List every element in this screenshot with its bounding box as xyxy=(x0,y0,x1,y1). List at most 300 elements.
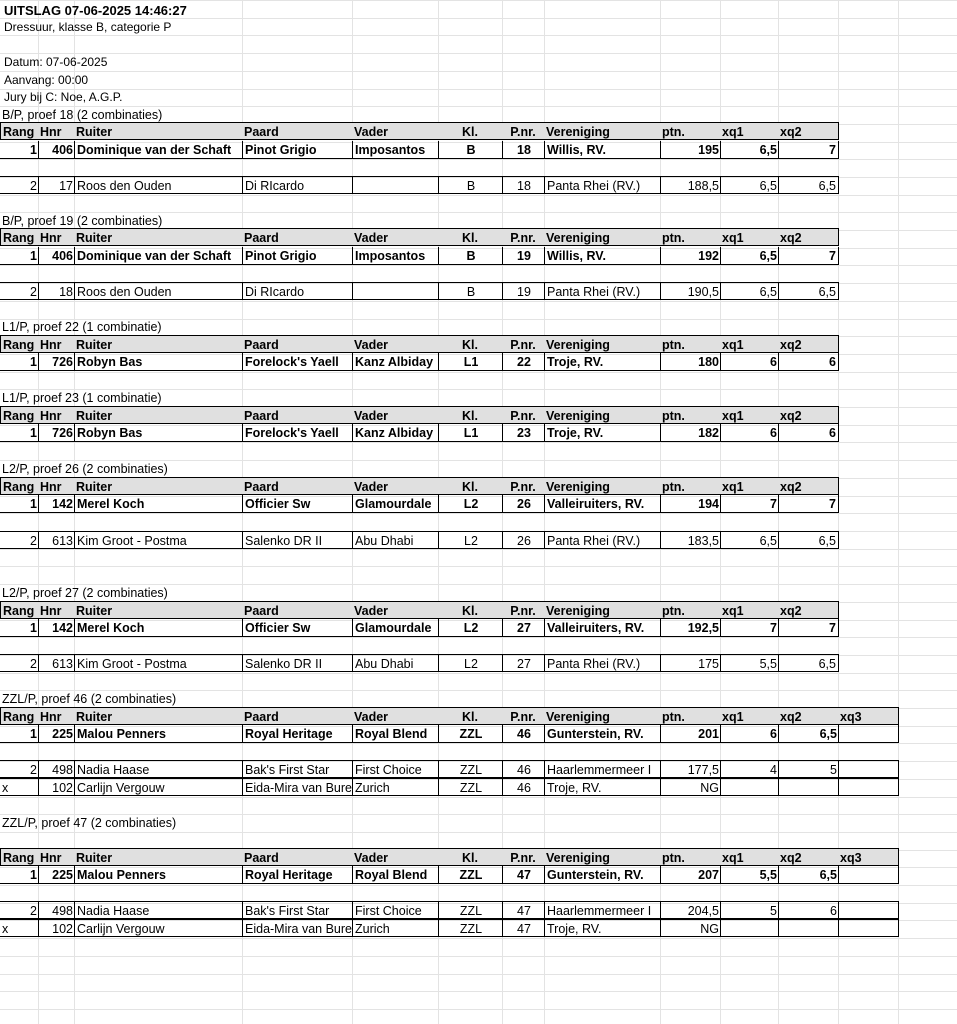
gridline-horizontal xyxy=(0,566,957,567)
cell-xq2[interactable]: 6,5 xyxy=(778,176,839,194)
header-ptn: ptn. xyxy=(660,848,721,866)
header-rang: Rang xyxy=(0,335,39,353)
gridline-horizontal xyxy=(0,673,957,674)
header-ptn: ptn. xyxy=(660,477,721,495)
cell-xq2[interactable]: 7 xyxy=(778,247,839,265)
cell-ruiter[interactable]: Kim Groot - Postma xyxy=(74,654,243,672)
header-ruiter: Ruiter xyxy=(74,122,243,140)
cell-paard[interactable]: Salenko DR II xyxy=(242,654,353,672)
cell-rang[interactable]: 1 xyxy=(0,866,39,884)
cell-pnr[interactable]: 22 xyxy=(502,353,545,371)
cell-hnr[interactable]: 142 xyxy=(38,495,75,513)
cell-kl[interactable]: L2 xyxy=(438,495,503,513)
cell-vereniging[interactable]: Troje, RV. xyxy=(544,919,661,937)
cell-rang[interactable]: 2 xyxy=(0,654,39,672)
cell-pnr[interactable]: 27 xyxy=(502,619,545,637)
cell-kl[interactable]: L1 xyxy=(438,353,503,371)
section-title: B/P, proef 19 (2 combinaties) xyxy=(2,214,163,228)
cell-vereniging[interactable]: Valleiruiters, RV. xyxy=(544,619,661,637)
info-date: Datum: 07-06-2025 xyxy=(4,55,108,69)
cell-vereniging[interactable]: Troje, RV. xyxy=(544,424,661,442)
cell-xq2[interactable]: 7 xyxy=(778,495,839,513)
header-pnr: P.nr. xyxy=(502,122,545,140)
cell-vader[interactable]: Abu Dhabi xyxy=(352,531,439,549)
cell-xq2[interactable]: 6 xyxy=(778,901,839,919)
cell-xq3[interactable] xyxy=(838,866,899,884)
gridline-horizontal xyxy=(0,53,957,54)
cell-hnr[interactable]: 613 xyxy=(38,654,75,672)
cell-hnr[interactable]: 406 xyxy=(38,247,75,265)
cell-rang[interactable]: 2 xyxy=(0,531,39,549)
cell-rang[interactable]: 1 xyxy=(0,495,39,513)
header-hnr: Hnr xyxy=(38,601,75,619)
cell-ruiter[interactable]: Roos den Ouden xyxy=(74,176,243,194)
header-ruiter: Ruiter xyxy=(74,707,243,725)
section-title: ZZL/P, proef 46 (2 combinaties) xyxy=(2,692,177,706)
gridline-horizontal xyxy=(0,885,957,886)
cell-xq2[interactable]: 6,5 xyxy=(778,282,839,300)
cell-xq1[interactable]: 5 xyxy=(720,901,779,919)
cell-ptn[interactable]: 207 xyxy=(660,866,721,884)
header-vereniging: Vereniging xyxy=(544,335,661,353)
header-xq1: xq1 xyxy=(720,477,779,495)
cell-hnr[interactable]: 225 xyxy=(38,725,75,743)
header-hnr: Hnr xyxy=(38,848,75,866)
header-rang: Rang xyxy=(0,228,39,246)
cell-vereniging[interactable]: Troje, RV. xyxy=(544,778,661,796)
cell-xq3[interactable] xyxy=(838,919,899,937)
cell-rang[interactable]: x xyxy=(0,778,39,796)
header-vader: Vader xyxy=(352,707,439,725)
cell-vereniging[interactable]: Haarlemmermeer I xyxy=(544,760,661,778)
header-paard: Paard xyxy=(242,707,353,725)
header-paard: Paard xyxy=(242,601,353,619)
header-hnr: Hnr xyxy=(38,228,75,246)
cell-ruiter[interactable]: Nadia Haase xyxy=(74,760,243,778)
cell-hnr[interactable]: 142 xyxy=(38,619,75,637)
cell-kl[interactable]: ZZL xyxy=(438,725,503,743)
cell-hnr[interactable]: 225 xyxy=(38,866,75,884)
header-paard: Paard xyxy=(242,228,353,246)
cell-xq1[interactable]: 6,5 xyxy=(720,141,779,159)
section-title: L2/P, proef 26 (2 combinaties) xyxy=(2,462,168,476)
header-vereniging: Vereniging xyxy=(544,228,661,246)
cell-xq3[interactable] xyxy=(838,725,899,743)
cell-rang[interactable]: 1 xyxy=(0,424,39,442)
header-vader: Vader xyxy=(352,122,439,140)
cell-kl[interactable]: ZZL xyxy=(438,866,503,884)
cell-xq1[interactable]: 4 xyxy=(720,760,779,778)
header-kl: Kl. xyxy=(438,477,503,495)
cell-paard[interactable]: Bak's First Star xyxy=(242,760,353,778)
cell-hnr[interactable]: 613 xyxy=(38,531,75,549)
cell-paard[interactable]: Salenko DR II xyxy=(242,531,353,549)
cell-pnr[interactable]: 46 xyxy=(502,725,545,743)
cell-xq2[interactable] xyxy=(778,919,839,937)
cell-ptn[interactable]: 175 xyxy=(660,654,721,672)
cell-xq3[interactable] xyxy=(838,778,899,796)
cell-kl[interactable]: B xyxy=(438,282,503,300)
header-vader: Vader xyxy=(352,848,439,866)
cell-ruiter[interactable]: Robyn Bas xyxy=(74,424,243,442)
header-vereniging: Vereniging xyxy=(544,477,661,495)
cell-rang[interactable]: x xyxy=(0,919,39,937)
cell-kl[interactable]: L2 xyxy=(438,619,503,637)
cell-ptn[interactable]: 192 xyxy=(660,247,721,265)
gridline-horizontal xyxy=(0,637,957,638)
cell-xq1[interactable] xyxy=(720,778,779,796)
cell-vader[interactable]: Imposantos xyxy=(352,247,439,265)
cell-rang[interactable]: 1 xyxy=(0,353,39,371)
cell-paard[interactable]: Officier Sw xyxy=(242,495,353,513)
header-xq1: xq1 xyxy=(720,601,779,619)
header-ptn: ptn. xyxy=(660,335,721,353)
header-hnr: Hnr xyxy=(38,406,75,424)
cell-rang[interactable]: 1 xyxy=(0,247,39,265)
gridline-horizontal xyxy=(0,89,957,90)
cell-paard[interactable]: Di RIcardo xyxy=(242,282,353,300)
cell-vader[interactable]: Royal Blend xyxy=(352,725,439,743)
cell-paard[interactable]: Forelock's Yaell xyxy=(242,353,353,371)
cell-xq2[interactable]: 5 xyxy=(778,760,839,778)
gridline-horizontal xyxy=(0,991,957,992)
cell-xq3[interactable] xyxy=(838,760,899,778)
header-rang: Rang xyxy=(0,122,39,140)
cell-ptn[interactable]: 204,5 xyxy=(660,901,721,919)
report-subtitle: Dressuur, klasse B, categorie P xyxy=(4,20,172,34)
info-jury: Jury bij C: Noe, A.G.P. xyxy=(4,90,123,104)
cell-ruiter[interactable]: Dominique van der Schaft xyxy=(74,141,243,159)
cell-kl[interactable]: ZZL xyxy=(438,901,503,919)
cell-xq1[interactable]: 6 xyxy=(720,353,779,371)
header-pnr: P.nr. xyxy=(502,406,545,424)
cell-vader[interactable]: First Choice xyxy=(352,760,439,778)
cell-paard[interactable]: Pinot Grigio xyxy=(242,247,353,265)
cell-pnr[interactable]: 47 xyxy=(502,919,545,937)
cell-ptn[interactable]: 183,5 xyxy=(660,531,721,549)
cell-ptn[interactable]: NG xyxy=(660,919,721,937)
header-xq1: xq1 xyxy=(720,122,779,140)
header-kl: Kl. xyxy=(438,848,503,866)
cell-ptn[interactable]: 192,5 xyxy=(660,619,721,637)
gridline-horizontal xyxy=(0,301,957,302)
cell-hnr[interactable]: 726 xyxy=(38,353,75,371)
cell-kl[interactable]: B xyxy=(438,176,503,194)
cell-pnr[interactable]: 26 xyxy=(502,531,545,549)
cell-vader[interactable]: Kanz Albiday xyxy=(352,424,439,442)
cell-ruiter[interactable]: Kim Groot - Postma xyxy=(74,531,243,549)
cell-xq1[interactable]: 6,5 xyxy=(720,531,779,549)
cell-xq2[interactable]: 6 xyxy=(778,353,839,371)
cell-ptn[interactable]: 195 xyxy=(660,141,721,159)
cell-paard[interactable]: Officier Sw xyxy=(242,619,353,637)
header-pnr: P.nr. xyxy=(502,848,545,866)
cell-kl[interactable]: ZZL xyxy=(438,919,503,937)
cell-xq1[interactable]: 6 xyxy=(720,725,779,743)
header-paard: Paard xyxy=(242,848,353,866)
header-xq2: xq2 xyxy=(778,707,839,725)
cell-kl[interactable]: ZZL xyxy=(438,760,503,778)
cell-xq1[interactable]: 6,5 xyxy=(720,282,779,300)
cell-xq1[interactable] xyxy=(720,919,779,937)
header-rang: Rang xyxy=(0,601,39,619)
header-paard: Paard xyxy=(242,406,353,424)
cell-paard[interactable]: Royal Heritage xyxy=(242,866,353,884)
cell-xq1[interactable]: 6,5 xyxy=(720,176,779,194)
gridline-horizontal xyxy=(0,195,957,196)
header-xq2: xq2 xyxy=(778,335,839,353)
cell-ruiter[interactable]: Roos den Ouden xyxy=(74,282,243,300)
header-pnr: P.nr. xyxy=(502,601,545,619)
cell-paard[interactable]: Bak's First Star xyxy=(242,901,353,919)
header-vader: Vader xyxy=(352,406,439,424)
cell-ruiter[interactable]: Nadia Haase xyxy=(74,901,243,919)
header-ruiter: Ruiter xyxy=(74,406,243,424)
gridline-horizontal xyxy=(0,549,957,550)
cell-ptn[interactable]: 188,5 xyxy=(660,176,721,194)
header-xq2: xq2 xyxy=(778,477,839,495)
section-title: L2/P, proef 27 (2 combinaties) xyxy=(2,586,168,600)
cell-xq1[interactable]: 7 xyxy=(720,495,779,513)
cell-ptn[interactable]: 177,5 xyxy=(660,760,721,778)
cell-vereniging[interactable]: Gunterstein, RV. xyxy=(544,866,661,884)
header-kl: Kl. xyxy=(438,707,503,725)
cell-ruiter[interactable]: Dominique van der Schaft xyxy=(74,247,243,265)
header-rang: Rang xyxy=(0,848,39,866)
header-hnr: Hnr xyxy=(38,477,75,495)
cell-hnr[interactable]: 498 xyxy=(38,901,75,919)
header-rang: Rang xyxy=(0,707,39,725)
gridline-horizontal xyxy=(0,974,957,975)
header-xq1: xq1 xyxy=(720,228,779,246)
cell-hnr[interactable]: 18 xyxy=(38,282,75,300)
header-kl: Kl. xyxy=(438,601,503,619)
section-title: L1/P, proef 22 (1 combinatie) xyxy=(2,320,162,334)
cell-vereniging[interactable]: Panta Rhei (RV.) xyxy=(544,654,661,672)
cell-hnr[interactable]: 17 xyxy=(38,176,75,194)
cell-pnr[interactable]: 47 xyxy=(502,901,545,919)
cell-ruiter[interactable]: Malou Penners xyxy=(74,725,243,743)
cell-vereniging[interactable]: Gunterstein, RV. xyxy=(544,725,661,743)
cell-pnr[interactable]: 18 xyxy=(502,141,545,159)
header-xq1: xq1 xyxy=(720,406,779,424)
cell-ptn[interactable]: 182 xyxy=(660,424,721,442)
cell-paard[interactable]: Di RIcardo xyxy=(242,176,353,194)
cell-ptn[interactable]: 194 xyxy=(660,495,721,513)
cell-vader[interactable]: Abu Dhabi xyxy=(352,654,439,672)
cell-ptn[interactable]: NG xyxy=(660,778,721,796)
cell-ruiter[interactable]: Merel Koch xyxy=(74,495,243,513)
header-hnr: Hnr xyxy=(38,335,75,353)
cell-ptn[interactable]: 201 xyxy=(660,725,721,743)
header-kl: Kl. xyxy=(438,228,503,246)
cell-pnr[interactable]: 23 xyxy=(502,424,545,442)
header-vader: Vader xyxy=(352,601,439,619)
cell-vader[interactable]: Imposantos xyxy=(352,141,439,159)
cell-pnr[interactable]: 19 xyxy=(502,247,545,265)
cell-xq2[interactable] xyxy=(778,778,839,796)
cell-vader[interactable] xyxy=(352,176,439,194)
cell-xq2[interactable]: 7 xyxy=(778,619,839,637)
header-vader: Vader xyxy=(352,335,439,353)
cell-kl[interactable]: B xyxy=(438,141,503,159)
cell-paard[interactable]: Royal Heritage xyxy=(242,725,353,743)
cell-xq2[interactable]: 6,5 xyxy=(778,654,839,672)
header-ruiter: Ruiter xyxy=(74,848,243,866)
cell-paard[interactable]: Eida-Mira van Bure xyxy=(242,778,353,796)
cell-vereniging[interactable]: Panta Rhei (RV.) xyxy=(544,282,661,300)
cell-pnr[interactable]: 46 xyxy=(502,778,545,796)
gridline-horizontal xyxy=(0,442,957,443)
cell-vader[interactable]: Royal Blend xyxy=(352,866,439,884)
cell-paard[interactable]: Forelock's Yaell xyxy=(242,424,353,442)
header-rang: Rang xyxy=(0,477,39,495)
info-start: Aanvang: 00:00 xyxy=(4,73,89,87)
gridline-horizontal xyxy=(0,372,957,373)
header-xq3: xq3 xyxy=(838,848,899,866)
header-ptn: ptn. xyxy=(660,406,721,424)
cell-xq2[interactable]: 6,5 xyxy=(778,725,839,743)
cell-xq2[interactable]: 6,5 xyxy=(778,866,839,884)
gridline-horizontal xyxy=(0,797,957,798)
cell-pnr[interactable]: 47 xyxy=(502,866,545,884)
cell-pnr[interactable]: 46 xyxy=(502,760,545,778)
cell-ruiter[interactable]: Robyn Bas xyxy=(74,353,243,371)
section-title: L1/P, proef 23 (1 combinatie) xyxy=(2,391,162,405)
gridline-horizontal xyxy=(0,956,957,957)
cell-rang[interactable]: 1 xyxy=(0,725,39,743)
header-ptn: ptn. xyxy=(660,122,721,140)
cell-hnr[interactable]: 498 xyxy=(38,760,75,778)
cell-vereniging[interactable]: Panta Rhei (RV.) xyxy=(544,531,661,549)
cell-kl[interactable]: L2 xyxy=(438,531,503,549)
header-rang: Rang xyxy=(0,406,39,424)
cell-hnr[interactable]: 726 xyxy=(38,424,75,442)
cell-ruiter[interactable]: Carlijn Vergouw xyxy=(74,919,243,937)
cell-ptn[interactable]: 180 xyxy=(660,353,721,371)
cell-rang[interactable]: 1 xyxy=(0,619,39,637)
header-pnr: P.nr. xyxy=(502,477,545,495)
gridline-horizontal xyxy=(0,159,957,160)
header-ptn: ptn. xyxy=(660,228,721,246)
cell-kl[interactable]: L1 xyxy=(438,424,503,442)
header-vereniging: Vereniging xyxy=(544,848,661,866)
gridline-horizontal xyxy=(0,938,957,939)
cell-xq3[interactable] xyxy=(838,901,899,919)
header-paard: Paard xyxy=(242,335,353,353)
cell-vader[interactable]: Glamourdale xyxy=(352,619,439,637)
gridline-horizontal xyxy=(0,71,957,72)
header-xq2: xq2 xyxy=(778,406,839,424)
header-ruiter: Ruiter xyxy=(74,228,243,246)
cell-xq2[interactable]: 6 xyxy=(778,424,839,442)
cell-pnr[interactable]: 18 xyxy=(502,176,545,194)
header-kl: Kl. xyxy=(438,406,503,424)
header-hnr: Hnr xyxy=(38,707,75,725)
header-xq1: xq1 xyxy=(720,707,779,725)
header-paard: Paard xyxy=(242,122,353,140)
header-vereniging: Vereniging xyxy=(544,122,661,140)
cell-pnr[interactable]: 26 xyxy=(502,495,545,513)
gridline-horizontal xyxy=(0,0,957,1)
cell-ruiter[interactable]: Merel Koch xyxy=(74,619,243,637)
cell-rang[interactable]: 2 xyxy=(0,176,39,194)
cell-xq1[interactable]: 6 xyxy=(720,424,779,442)
header-ruiter: Ruiter xyxy=(74,335,243,353)
cell-hnr[interactable]: 102 xyxy=(38,919,75,937)
header-vader: Vader xyxy=(352,477,439,495)
header-vereniging: Vereniging xyxy=(544,707,661,725)
section-title: B/P, proef 18 (2 combinaties) xyxy=(2,108,163,122)
header-kl: Kl. xyxy=(438,122,503,140)
header-xq2: xq2 xyxy=(778,228,839,246)
header-xq2: xq2 xyxy=(778,122,839,140)
cell-kl[interactable]: B xyxy=(438,247,503,265)
header-kl: Kl. xyxy=(438,335,503,353)
cell-vader[interactable]: First Choice xyxy=(352,901,439,919)
cell-rang[interactable]: 1 xyxy=(0,141,39,159)
cell-xq1[interactable]: 6,5 xyxy=(720,247,779,265)
header-vereniging: Vereniging xyxy=(544,601,661,619)
gridline-horizontal xyxy=(0,1009,957,1010)
header-vader: Vader xyxy=(352,228,439,246)
cell-vereniging[interactable]: Haarlemmermeer I xyxy=(544,901,661,919)
report-title: UITSLAG 07-06-2025 14:46:27 xyxy=(4,3,187,18)
cell-vereniging[interactable]: Panta Rhei (RV.) xyxy=(544,176,661,194)
header-xq2: xq2 xyxy=(778,601,839,619)
gridline-horizontal xyxy=(0,513,957,514)
cell-rang[interactable]: 2 xyxy=(0,760,39,778)
header-pnr: P.nr. xyxy=(502,228,545,246)
cell-vereniging[interactable]: Willis, RV. xyxy=(544,141,661,159)
cell-paard[interactable]: Eida-Mira van Bure xyxy=(242,919,353,937)
cell-xq2[interactable]: 6,5 xyxy=(778,531,839,549)
cell-xq1[interactable]: 7 xyxy=(720,619,779,637)
cell-hnr[interactable]: 102 xyxy=(38,778,75,796)
cell-kl[interactable]: L2 xyxy=(438,654,503,672)
cell-ruiter[interactable]: Carlijn Vergouw xyxy=(74,778,243,796)
cell-vader[interactable]: Glamourdale xyxy=(352,495,439,513)
cell-paard[interactable]: Pinot Grigio xyxy=(242,141,353,159)
cell-pnr[interactable]: 27 xyxy=(502,654,545,672)
cell-vereniging[interactable]: Valleiruiters, RV. xyxy=(544,495,661,513)
cell-vereniging[interactable]: Troje, RV. xyxy=(544,353,661,371)
cell-rang[interactable]: 2 xyxy=(0,282,39,300)
header-ruiter: Ruiter xyxy=(74,601,243,619)
cell-vereniging[interactable]: Willis, RV. xyxy=(544,247,661,265)
cell-vader[interactable] xyxy=(352,282,439,300)
header-paard: Paard xyxy=(242,477,353,495)
header-pnr: P.nr. xyxy=(502,335,545,353)
cell-ruiter[interactable]: Malou Penners xyxy=(74,866,243,884)
header-ptn: ptn. xyxy=(660,601,721,619)
cell-vader[interactable]: Kanz Albiday xyxy=(352,353,439,371)
gridline-horizontal xyxy=(0,832,957,833)
header-ptn: ptn. xyxy=(660,707,721,725)
cell-xq2[interactable]: 7 xyxy=(778,141,839,159)
cell-xq1[interactable]: 5,5 xyxy=(720,866,779,884)
cell-vader[interactable]: Zurich xyxy=(352,919,439,937)
cell-vader[interactable]: Zurich xyxy=(352,778,439,796)
cell-hnr[interactable]: 406 xyxy=(38,141,75,159)
cell-kl[interactable]: ZZL xyxy=(438,778,503,796)
cell-xq1[interactable]: 5,5 xyxy=(720,654,779,672)
cell-ptn[interactable]: 190,5 xyxy=(660,282,721,300)
header-xq2: xq2 xyxy=(778,848,839,866)
cell-rang[interactable]: 2 xyxy=(0,901,39,919)
header-xq1: xq1 xyxy=(720,335,779,353)
cell-pnr[interactable]: 19 xyxy=(502,282,545,300)
